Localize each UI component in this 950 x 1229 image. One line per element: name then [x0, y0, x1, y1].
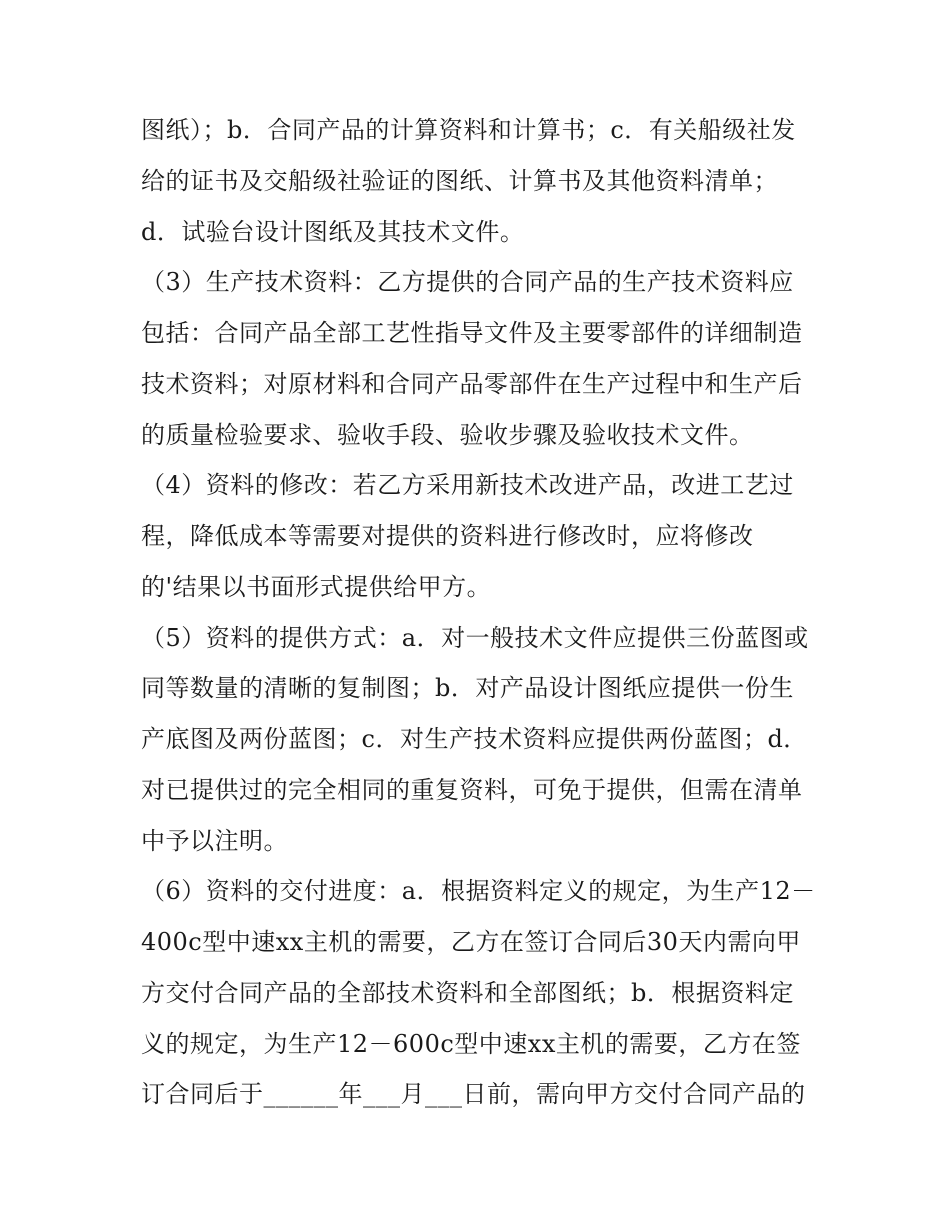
text-line: 同等数量的清晰的复制图；b．对产品设计图纸应提供一份生	[141, 674, 794, 702]
text-line: 400c型中速xx主机的需要，乙方在签订合同后30天内需向甲	[141, 928, 801, 956]
text-line: （4）资料的修改：若乙方采用新技术改进产品，改进工艺过	[141, 471, 794, 499]
text-line: 义的规定，为生产12－600c型中速xx主机的需要，乙方在签	[141, 1030, 801, 1058]
text-line: 包括：合同产品全部工艺性指导文件及主要零部件的详细制造	[141, 319, 803, 347]
text-line: 图纸）；b．合同产品的计算资料和计算书；c．有关船级社发	[141, 116, 796, 144]
text-line: 的质量检验要求、验收手段、验收步骤及验收技术文件。	[141, 421, 754, 449]
text-line: 产底图及两份蓝图；c．对生产技术资料应提供两份蓝图；d．	[141, 725, 808, 753]
text-line: 技术资料；对原材料和合同产品零部件在生产过程中和生产后	[141, 370, 803, 398]
text-line: （3）生产技术资料：乙方提供的合同产品的生产技术资料应	[141, 268, 794, 296]
text-line: 中予以注明。	[141, 827, 288, 855]
text-line: 的'结果以书面形式提供给甲方。	[141, 573, 492, 601]
text-line: 订合同后于______年___月___日前，需向甲方交付合同产品的	[141, 1080, 806, 1108]
text-line: 方交付合同产品的全部技术资料和全部图纸；b．根据资料定	[141, 979, 794, 1007]
text-line: （6）资料的交付进度：a．根据资料定义的规定，为生产12－	[141, 877, 816, 905]
text-line: 程，降低成本等需要对提供的资料进行修改时，应将修改	[141, 522, 754, 550]
text-line: 给的证书及交船级社验证的图纸、计算书及其他资料清单；	[141, 167, 778, 195]
text-line: d．试验台设计图纸及其技术文件。	[141, 218, 525, 246]
text-line: 对已提供过的完全相同的重复资料，可免于提供，但需在清单	[141, 776, 803, 804]
text-line: （5）资料的提供方式：a．对一般技术文件应提供三份蓝图或	[141, 624, 809, 652]
